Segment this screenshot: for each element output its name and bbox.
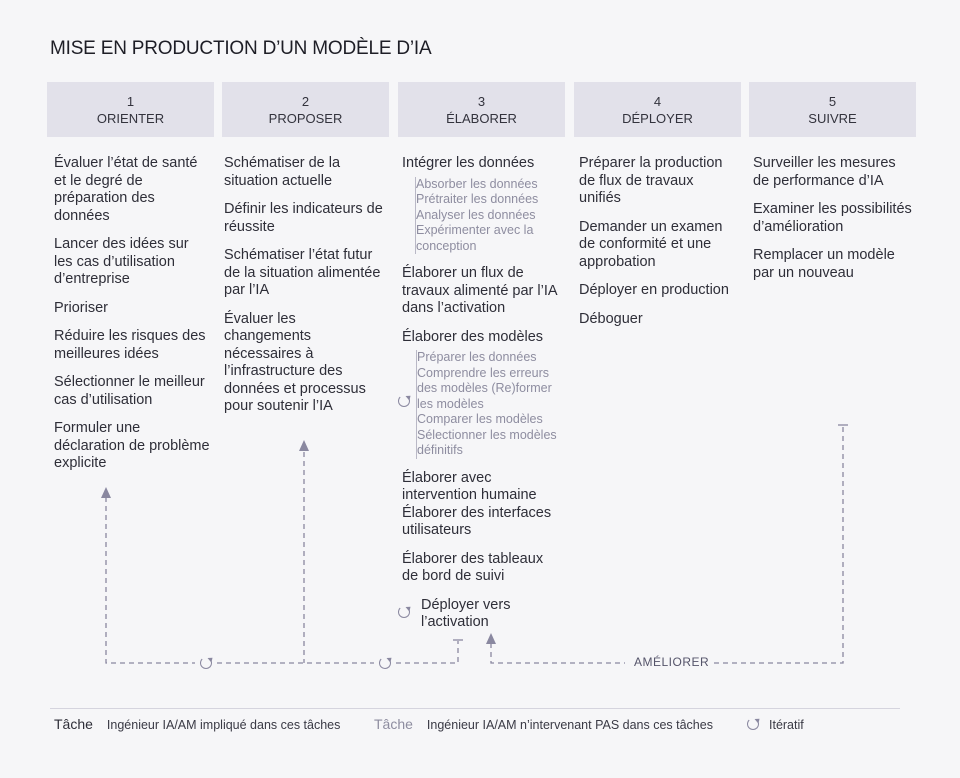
subtask-item: Préparer les données	[417, 350, 537, 364]
column-label: PROPOSER	[268, 111, 343, 126]
task-item: Schématiser de la situation actuelle	[224, 155, 341, 189]
task-item: Déployer vers l’activation	[421, 596, 511, 630]
task-item: Préparer la production de flux de travaux unifiés	[579, 155, 723, 206]
legend-not-involved	[374, 716, 713, 732]
task-item: Élaborer un flux de travaux alimenté par l’IA dans l’activation	[402, 265, 557, 316]
arrow-up-icon	[486, 633, 496, 644]
column-label: ÉLABORER	[446, 111, 517, 126]
task-item: Évaluer l’état de santé et le degré de préparation des données	[54, 155, 198, 224]
task-item: Surveiller les mesures de performance d’IA	[753, 155, 896, 189]
task-item: Sélectionner le meilleur cas d’utilisation	[54, 374, 205, 408]
iterative-icon	[398, 395, 410, 407]
legend-task-word-faded: Tâche	[374, 716, 413, 732]
task-item: Élaborer des interfaces utilisateurs	[402, 504, 552, 538]
improve-label: AMÉLIORER	[630, 655, 713, 669]
legend-divider	[50, 708, 900, 709]
column-number: 5	[828, 94, 837, 109]
column-number: 3	[477, 94, 486, 109]
arrow-up-icon	[101, 487, 111, 498]
task-item: Lancer des idées sur les cas d’utilisation d’entreprise	[54, 236, 189, 287]
task-item: Schématiser l’état futur de la situation alimentée par l’IA	[224, 247, 381, 298]
legend-task-word: Tâche	[54, 716, 93, 732]
task-item: Réduire les risques des meilleures idées	[54, 328, 206, 362]
task-item: Remplacer un modèle par un nouveau	[753, 247, 895, 281]
task-item: Élaborer des modèles	[402, 328, 544, 345]
legend-involved	[54, 716, 340, 732]
legend-not-involved-text: Ingénieur IA/AM n’intervenant PAS dans ces tâches	[426, 718, 713, 732]
task-item: Prioriser	[54, 299, 108, 316]
iterative-icon	[398, 606, 410, 618]
subtask-item: Expérimenter avec la conception	[416, 223, 534, 253]
task-item: Élaborer des tableaux de bord de suivi	[402, 550, 544, 584]
iterative-icon	[200, 657, 212, 669]
legend-iterative-text: Itératif	[769, 718, 804, 732]
column-number: 2	[301, 94, 310, 109]
task-item: Évaluer les changements nécessaires à l’infrastructure des données et processus pour soutenir l’IA	[224, 310, 366, 414]
task-item: Définir les indicateurs de réussite	[224, 201, 383, 235]
column-label: ORIENTER	[96, 111, 165, 126]
arrow-up-icon	[299, 440, 309, 451]
legend-iterative	[755, 716, 804, 732]
legend-involved-text: Ingénieur IA/AM impliqué dans ces tâches	[106, 718, 341, 732]
subtask-item: Comprendre les erreurs des modèles (Re)former les modèles	[417, 365, 552, 411]
column-label: DÉPLOYER	[622, 111, 693, 126]
subtask-item: Comparer les modèles	[417, 412, 543, 426]
task-item: Intégrer les données	[402, 155, 535, 171]
subtask-item: Prétraiter les données	[416, 192, 539, 206]
column-label: SUIVRE	[808, 111, 857, 126]
column-number: 4	[653, 94, 662, 109]
task-item: Déployer en production	[579, 282, 729, 298]
column-number: 1	[126, 94, 135, 109]
subtask-item: Sélectionner les modèles définitifs	[417, 427, 557, 457]
task-item: Déboguer	[579, 310, 643, 327]
subtask-item: Absorber les données	[416, 176, 538, 191]
task-item: Demander un examen de conformité et une approbation	[579, 218, 723, 270]
page-title: MISE EN PRODUCTION D’UN MODÈLE D’IA	[50, 38, 432, 59]
task-item: Formuler une déclaration de problème explicite	[54, 420, 210, 471]
task-item: Examiner les possibilités d’amélioration	[753, 201, 912, 235]
task-item: Élaborer avec intervention humaine	[402, 469, 537, 503]
subtask-item: Analyser les données	[416, 207, 536, 222]
iterative-icon	[379, 657, 391, 669]
